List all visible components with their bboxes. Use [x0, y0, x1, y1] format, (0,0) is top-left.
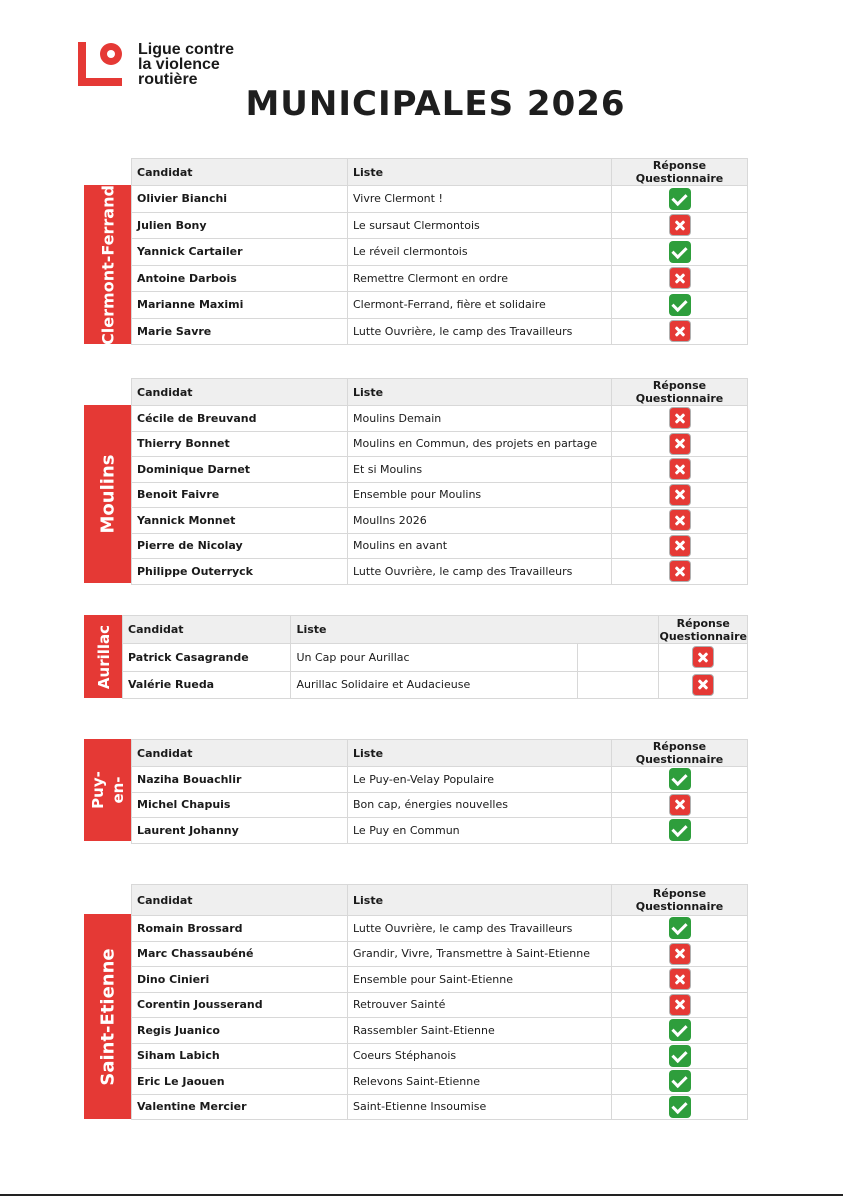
- table-header-row: [132, 885, 748, 916]
- table-row: [132, 818, 748, 844]
- candidate-name: Regis Juanico: [132, 1018, 348, 1044]
- candidate-name: Corentin Jousserand: [132, 992, 348, 1018]
- column-header-candidate: Candidat: [132, 379, 348, 406]
- table-row: [132, 265, 748, 292]
- response-cell: [612, 457, 748, 483]
- table-row: [132, 292, 748, 319]
- table-row: [132, 1094, 748, 1120]
- cross-mark-icon: [669, 535, 691, 557]
- city-label-bar: [84, 914, 132, 1119]
- candidate-name: Yannick Monnet: [132, 508, 348, 534]
- list-name: Coeurs Stéphanois: [348, 1043, 612, 1069]
- empty-cell: [577, 644, 659, 672]
- list-name: Moulins en avant: [348, 533, 612, 559]
- table-row: [132, 431, 748, 457]
- candidate-name: Dino Cinieri: [132, 967, 348, 993]
- response-cell: [612, 406, 748, 432]
- list-name: Aurillac Solidaire et Audacieuse: [291, 671, 577, 699]
- column-header-candidate: Candidat: [132, 740, 348, 767]
- candidate-name: Dominique Darnet: [132, 457, 348, 483]
- check-mark-icon: [669, 294, 691, 316]
- table-header-row: [132, 379, 748, 406]
- list-name: Vivre Clermont !: [348, 186, 612, 213]
- list-name: Relevons Saint-Etienne: [348, 1069, 612, 1095]
- check-mark-icon: [669, 1045, 691, 1067]
- list-name: Bon cap, énergies nouvelles: [348, 792, 612, 818]
- list-name: Le Puy en Commun: [348, 818, 612, 844]
- city-label-bar: [84, 185, 132, 344]
- response-cell: [612, 431, 748, 457]
- table-row: [132, 967, 748, 993]
- list-name: Clermont-Ferrand, fière et solidaire: [348, 292, 612, 319]
- candidate-name: Thierry Bonnet: [132, 431, 348, 457]
- candidate-name: Antoine Darbois: [132, 265, 348, 292]
- column-header-response: Réponse Questionnaire: [612, 379, 748, 406]
- table-row: [132, 533, 748, 559]
- list-name: Remettre Clermont en ordre: [348, 265, 612, 292]
- candidate-name: Valérie Rueda: [123, 671, 291, 699]
- cross-mark-icon: [669, 458, 691, 480]
- list-name: Moulins Demain: [348, 406, 612, 432]
- list-name: Saint-Etienne Insoumise: [348, 1094, 612, 1120]
- response-cell: [612, 1018, 748, 1044]
- table-row: [132, 792, 748, 818]
- table-row: [132, 212, 748, 239]
- table-header-row: [132, 159, 748, 186]
- table-row: [123, 644, 748, 672]
- check-mark-icon: [669, 188, 691, 210]
- table-row: [132, 916, 748, 942]
- page-bottom-rule: [0, 1194, 843, 1196]
- list-name: Retrouver Sainté: [348, 992, 612, 1018]
- check-mark-icon: [669, 917, 691, 939]
- candidate-name: Laurent Johanny: [132, 818, 348, 844]
- candidate-name: Naziha Bouachlir: [132, 767, 348, 793]
- candidates-table: [122, 615, 748, 699]
- table-row: [132, 318, 748, 345]
- response-cell: [612, 941, 748, 967]
- logo-text: Ligue contre la violence routière: [138, 41, 235, 88]
- response-cell: [612, 559, 748, 585]
- column-header-list: Liste: [348, 379, 612, 406]
- candidate-name: Yannick Cartailer: [132, 239, 348, 266]
- table-header-row: [132, 740, 748, 767]
- column-header-list: Liste: [348, 885, 612, 916]
- response-cell: [612, 967, 748, 993]
- list-name: Lutte Ouvrière, le camp des Travailleurs: [348, 916, 612, 942]
- cross-mark-icon: [669, 994, 691, 1016]
- cross-mark-icon: [669, 943, 691, 965]
- table-row: [132, 559, 748, 585]
- candidate-name: Siham Labich: [132, 1043, 348, 1069]
- column-header-list: Liste: [291, 616, 659, 644]
- cross-mark-icon: [669, 968, 691, 990]
- list-name: Moulins en Commun, des projets en partage: [348, 431, 612, 457]
- candidate-name: Julien Bony: [132, 212, 348, 239]
- candidates-table: [131, 739, 748, 844]
- response-cell: [612, 916, 748, 942]
- table-row: [132, 992, 748, 1018]
- cross-mark-icon: [669, 407, 691, 429]
- table-row: [132, 1069, 748, 1095]
- list-name: Le réveil clermontois: [348, 239, 612, 266]
- check-mark-icon: [669, 1019, 691, 1041]
- column-header-response: Réponse Questionnaire: [659, 616, 748, 643]
- table-row: [132, 767, 748, 793]
- table-row: [132, 1043, 748, 1069]
- column-header-candidate: Candidat: [132, 885, 348, 916]
- response-cell: [612, 1043, 748, 1069]
- response-cell: [659, 671, 748, 699]
- candidate-name: Eric Le Jaouen: [132, 1069, 348, 1095]
- city-name: Clermont-Ferrand: [98, 184, 118, 345]
- table-row: [123, 671, 748, 699]
- cross-mark-icon: [669, 267, 691, 289]
- cross-mark-icon: [692, 674, 714, 696]
- cross-mark-icon: [669, 484, 691, 506]
- candidate-name: Pierre de Nicolay: [132, 533, 348, 559]
- table-row: [132, 482, 748, 508]
- city-label-bar: [84, 405, 132, 583]
- empty-cell: [577, 671, 659, 699]
- response-cell: [612, 508, 748, 534]
- list-name: Lutte Ouvrière, le camp des Travailleurs: [348, 559, 612, 585]
- response-cell: [612, 1094, 748, 1120]
- response-cell: [612, 1069, 748, 1095]
- cross-mark-icon: [669, 509, 691, 531]
- candidates-table: [131, 884, 748, 1120]
- response-cell: [612, 482, 748, 508]
- response-cell: [612, 212, 748, 239]
- response-cell: [612, 186, 748, 213]
- cross-mark-icon: [669, 794, 691, 816]
- list-name: Un Cap pour Aurillac: [291, 644, 577, 672]
- list-name: MoulIns 2026: [348, 508, 612, 534]
- table-row: [132, 406, 748, 432]
- column-header-response: Réponse Questionnaire: [612, 740, 748, 767]
- city-name: Saint-Etienne: [97, 947, 119, 1086]
- response-cell: [612, 318, 748, 345]
- response-cell: [612, 818, 748, 844]
- logo-mark-icon: [78, 40, 126, 88]
- city-label-bar: [84, 615, 123, 698]
- response-cell: [612, 767, 748, 793]
- city-name: Moulins: [97, 454, 119, 534]
- list-name: Ensemble pour Moulins: [348, 482, 612, 508]
- list-name: Le Puy-en-Velay Populaire: [348, 767, 612, 793]
- candidate-name: Romain Brossard: [132, 916, 348, 942]
- city-name: Le Puy- en-Velay: [69, 767, 147, 813]
- candidate-name: Marianne Maximi: [132, 292, 348, 319]
- column-header-list: Liste: [348, 159, 612, 186]
- column-header-list: Liste: [348, 740, 612, 767]
- table-row: [132, 508, 748, 534]
- candidate-name: Marie Savre: [132, 318, 348, 345]
- response-cell: [612, 533, 748, 559]
- candidate-name: Michel Chapuis: [132, 792, 348, 818]
- list-name: Lutte Ouvrière, le camp des Travailleurs: [348, 318, 612, 345]
- candidates-table: [131, 158, 748, 345]
- candidates-table: [131, 378, 748, 585]
- cross-mark-icon: [669, 214, 691, 236]
- column-header-candidate: Candidat: [123, 616, 291, 644]
- response-cell: [612, 792, 748, 818]
- list-name: Le sursaut Clermontois: [348, 212, 612, 239]
- cross-mark-icon: [692, 646, 714, 668]
- candidate-name: Patrick Casagrande: [123, 644, 291, 672]
- table-row: [132, 457, 748, 483]
- response-cell: [612, 992, 748, 1018]
- list-name: Grandir, Vivre, Transmettre à Saint-Etienne: [348, 941, 612, 967]
- response-cell: [612, 292, 748, 319]
- list-name: Et si Moulins: [348, 457, 612, 483]
- candidate-name: Philippe Outerryck: [132, 559, 348, 585]
- table-row: [132, 1018, 748, 1044]
- page-title: MUNICIPALES 2026: [245, 84, 626, 124]
- candidate-name: Valentine Mercier: [132, 1094, 348, 1120]
- column-header-response: Réponse Questionnaire: [612, 159, 748, 186]
- check-mark-icon: [669, 1096, 691, 1118]
- check-mark-icon: [669, 241, 691, 263]
- table-row: [132, 186, 748, 213]
- list-name: Ensemble pour Saint-Etienne: [348, 967, 612, 993]
- city-label-bar: [69, 739, 147, 841]
- candidate-name: Marc Chassaubéné: [132, 941, 348, 967]
- table-row: [132, 941, 748, 967]
- check-mark-icon: [669, 819, 691, 841]
- table-row: [132, 239, 748, 266]
- response-cell: [659, 644, 748, 672]
- check-mark-icon: [669, 1070, 691, 1092]
- check-mark-icon: [669, 768, 691, 790]
- column-header-candidate: Candidat: [132, 159, 348, 186]
- logo: [78, 40, 234, 88]
- candidate-name: Cécile de Breuvand: [132, 406, 348, 432]
- response-cell: [612, 265, 748, 292]
- city-name: Aurillac: [94, 624, 113, 689]
- cross-mark-icon: [669, 560, 691, 582]
- cross-mark-icon: [669, 320, 691, 342]
- list-name: Rassembler Saint-Etienne: [348, 1018, 612, 1044]
- response-cell: [612, 239, 748, 266]
- table-header-row: [123, 616, 748, 644]
- candidate-name: Olivier Bianchi: [132, 186, 348, 213]
- candidate-name: Benoit Faivre: [132, 482, 348, 508]
- cross-mark-icon: [669, 433, 691, 455]
- column-header-response: Réponse Questionnaire: [612, 885, 748, 916]
